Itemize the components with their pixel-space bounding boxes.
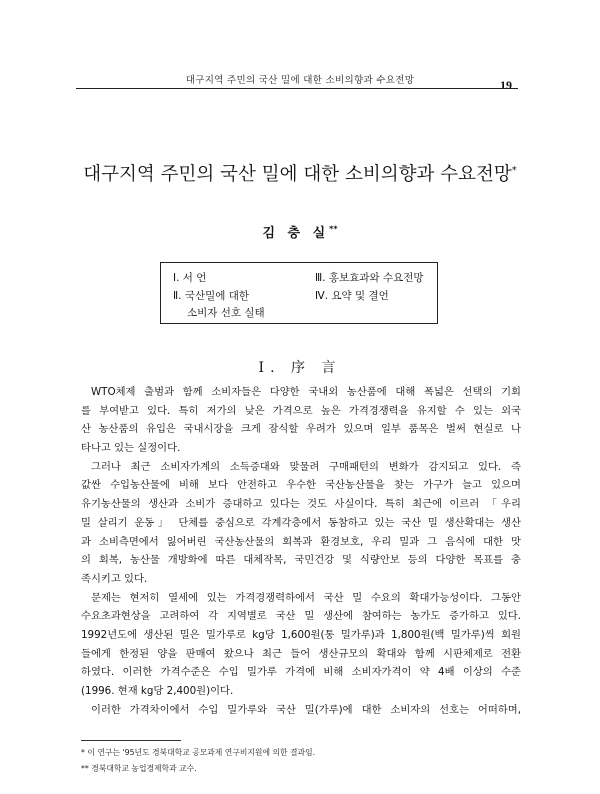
body-line: 과 소비측면에서 잃어버린 국산농산물의 회복과 환경보호, 우리 밀과 그 음식에 대한 맛: [81, 535, 521, 548]
footnote-affiliation: ** 경북대학교 농업경제학과 교수.: [81, 764, 197, 773]
table-of-contents: [160, 262, 438, 324]
footnote-funding: * 이 연구는 '95년도 경북대학교 공모과제 연구비지원에 의한 결과임.: [81, 748, 316, 757]
author-footnote-mark: **: [329, 224, 338, 234]
title-footnote-mark: *: [511, 164, 517, 176]
toc-item-promotion: Ⅲ. 홍보효과와 수요전망: [315, 272, 424, 284]
header-rule: [76, 88, 518, 89]
toc-item-summary: Ⅳ. 요약 및 결언: [315, 290, 389, 302]
toc-item-intro: Ⅰ. 서 언: [173, 272, 207, 284]
author-name-text: 김 충 실: [262, 226, 330, 241]
page-number: 19: [500, 78, 512, 92]
running-header: 대구지역 주민의 국산 밀에 대한 소비의향과 수요전망: [185, 75, 415, 86]
body-line: WTO체제 출범과 함께 소비자들은 다양한 국내외 농산품에 대해 폭넓은 선택의 기회: [91, 386, 521, 398]
article-title: [0, 160, 600, 186]
body-line: 밀 살리기 운동」 단체를 중심으로 각계각층에서 동참하고 있는 국산 밀 생산확대는 생산: [81, 516, 521, 529]
body-line: 이러한 가격차이에서 수입 밀가루와 국산 밀(가루)에 대한 소비자의 선호는 어떠하며,: [91, 703, 521, 716]
body-line: 문제는 현저히 열세에 있는 가격경쟁력하에서 국산 밀 수요의 확대가능성이다. 그동안: [91, 591, 521, 604]
toc-item-preference: Ⅱ. 국산밀에 대한: [173, 290, 250, 302]
toc-item-preference-cont: 소비자 선호 실태: [187, 307, 265, 319]
body-line: 수요초과현상을 고려하여 각 지역별로 국산 밀 생산에 참여하는 농가도 증가하고 있다.: [81, 610, 521, 623]
body-line: 타나고 있는 실정이다.: [81, 442, 181, 455]
body-line: 를 부여받고 있다. 특히 저가의 낮은 가격으로 높은 가격경쟁력을 유지할 수 있는 외국: [81, 404, 521, 417]
body-line: (1996. 현재 kg당 2,400원)이다.: [81, 685, 234, 697]
body-line: 값싼 수입농산물에 비해 보다 안전하고 우수한 국산농산물을 찾는 가구가 늘고 있으며: [81, 479, 521, 492]
body-line: 산 농산품의 유입은 국내시장을 크게 잠식할 우려가 있으며 일부 품목은 벌써 현실로 나: [81, 423, 521, 436]
body-line: 1992년도에 생산된 밀은 밀가루로 kg당 1,600원(통 밀가루)과 1,800원(백 밀가루)씩 회원: [81, 628, 521, 641]
article-title-text: 대구지역 주민의 국산 밀에 대한 소비의향과 수요전망: [83, 164, 512, 185]
author-name: [0, 222, 600, 241]
body-line: 의 회복, 농산물 개방화에 따른 대체작목, 국민건강 및 식량안보 등의 다양한 목표를 충: [81, 554, 521, 567]
section-heading: Ⅰ. 序 言: [258, 360, 342, 376]
body-line: 하였다. 이러한 가격수준은 수입 밀가루 가격에 비해 소비자가격이 약 4배 이상의 수준: [81, 666, 521, 679]
body-line: 유기농산물의 생산과 소비가 증대하고 있다는 것도 사실이다. 특히 최근에 이르러 「우리: [81, 498, 521, 511]
body-line: 들에게 한정된 양을 판매여 왔으나 최근 들어 생산규모의 확대와 함께 시판체제로 전환: [81, 647, 521, 660]
body-text: [81, 383, 521, 719]
body-line: 족시키고 있다.: [81, 572, 148, 585]
footnote-rule: [81, 740, 181, 741]
body-line: 그러나 최근 소비자가계의 소득증대와 맞물려 구매패턴의 변화가 감지되고 있다. 즉: [91, 460, 521, 473]
